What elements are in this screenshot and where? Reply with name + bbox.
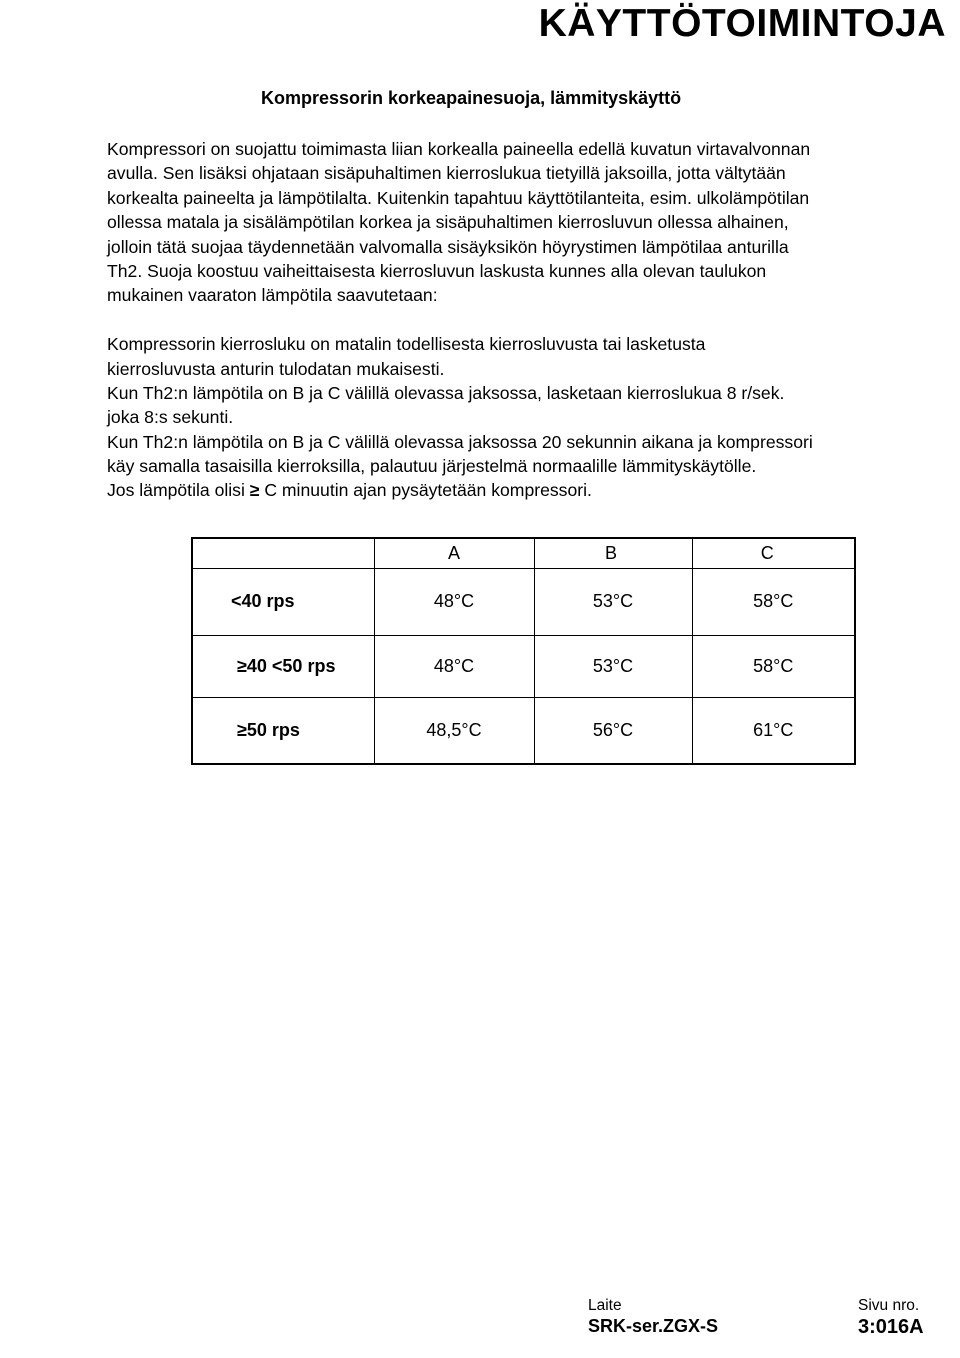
body-line: kierrosluvusta anturin tulodatan mukaisesti. — [107, 358, 445, 379]
body-line: jolloin tätä suojaa täydennetään valvomalla sisäyksikön höyrystimen lämpötilaa anturilla — [107, 236, 789, 257]
table-cell-a: 48,5°C — [374, 697, 534, 764]
table-cell-a: 48°C — [374, 635, 534, 697]
table-row — [192, 568, 855, 635]
table-header-cell: A — [374, 538, 534, 568]
table-row — [192, 697, 855, 764]
body-line: avulla. Sen lisäksi ohjataan sisäpuhaltimen kierroslukua tietyillä jaksoilla, jotta vältytään — [107, 163, 786, 184]
body-text — [107, 137, 813, 503]
rps-range-label: 40 <50 rps — [246, 655, 336, 676]
page-number-value: 3:016A — [858, 1316, 924, 1338]
body-line: ollessa matala ja sisälämpötilan korkea ja sisäpuhaltimen kierrosluvun ollessa alhainen, — [107, 212, 789, 233]
table-cell-b: 53°C — [534, 635, 692, 697]
device-value: SRK-ser.ZGX-S — [588, 1316, 719, 1336]
table-row — [192, 635, 855, 697]
body-line: Kun Th2:n lämpötila on B ja C välillä olevassa jaksossa, lasketaan kierroslukua 8 r/sek. — [107, 382, 785, 403]
body-line-stop-condition — [107, 478, 813, 502]
table-cell-a: 48°C — [374, 568, 534, 635]
blank-line — [107, 308, 813, 332]
greater-equal-symbol: ≥ — [249, 480, 260, 501]
body-line: Kompressori on suojattu toimimasta liian korkealla paineella edellä kuvatun virtavalvonnan — [107, 139, 811, 159]
table-header-cell — [192, 538, 374, 568]
rps-range-label: 50 rps — [246, 719, 300, 740]
greater-equal-symbol: ≥ — [237, 719, 247, 740]
body-line: joka 8:s sekunti. — [107, 407, 234, 428]
body-line: Th2. Suoja koostuu vaiheittaisesta kierrosluvun laskusta kunnes alla olevan taulukon — [107, 260, 767, 281]
stop-text-after: C minuutin ajan pysäytetään kompressori. — [264, 480, 592, 501]
body-line: mukainen vaaraton lämpötila saavutetaan: — [107, 285, 438, 306]
table-cell-c: 61°C — [692, 697, 855, 764]
temperature-limit-table — [191, 537, 856, 765]
rps-range-label: <40 rps — [231, 591, 295, 611]
section-heading: Kompressorin korkeapainesuoja, lämmityskäyttö — [261, 88, 682, 108]
table-header-row — [192, 538, 855, 568]
table-cell-c: 58°C — [692, 635, 855, 697]
body-line: korkealta paineelta ja lämpötilalta. Kuitenkin tapahtuu käyttötilanteita, esim. ulkolämpötilan — [107, 187, 810, 208]
table-row-label — [192, 568, 374, 635]
body-line: Kun Th2:n lämpötila on B ja C välillä olevassa jaksossa 20 sekunnin aikana ja kompressori — [107, 431, 813, 452]
table-row-label — [192, 635, 374, 697]
table-header-cell: C — [692, 538, 855, 568]
page-number-label: Sivu nro. — [858, 1297, 920, 1314]
table-cell-b: 56°C — [534, 697, 692, 764]
table-cell-c: 58°C — [692, 568, 855, 635]
table-cell-b: 53°C — [534, 568, 692, 635]
device-label: Laite — [588, 1297, 622, 1314]
body-line: Kompressorin kierrosluku on matalin todellisesta kierrosluvusta tai lasketusta — [107, 334, 706, 355]
greater-equal-symbol: ≥ — [237, 655, 247, 676]
table-row-label — [192, 697, 374, 764]
table-header-cell: B — [534, 538, 692, 568]
body-line: käy samalla tasaisilla kierroksilla, palautuu järjestelmä normaalille lämmityskäytölle. — [107, 456, 757, 477]
page-title: KÄYTTÖTOIMINTOJA — [538, 2, 946, 45]
stop-text-before: Jos lämpötila olisi — [107, 480, 245, 501]
